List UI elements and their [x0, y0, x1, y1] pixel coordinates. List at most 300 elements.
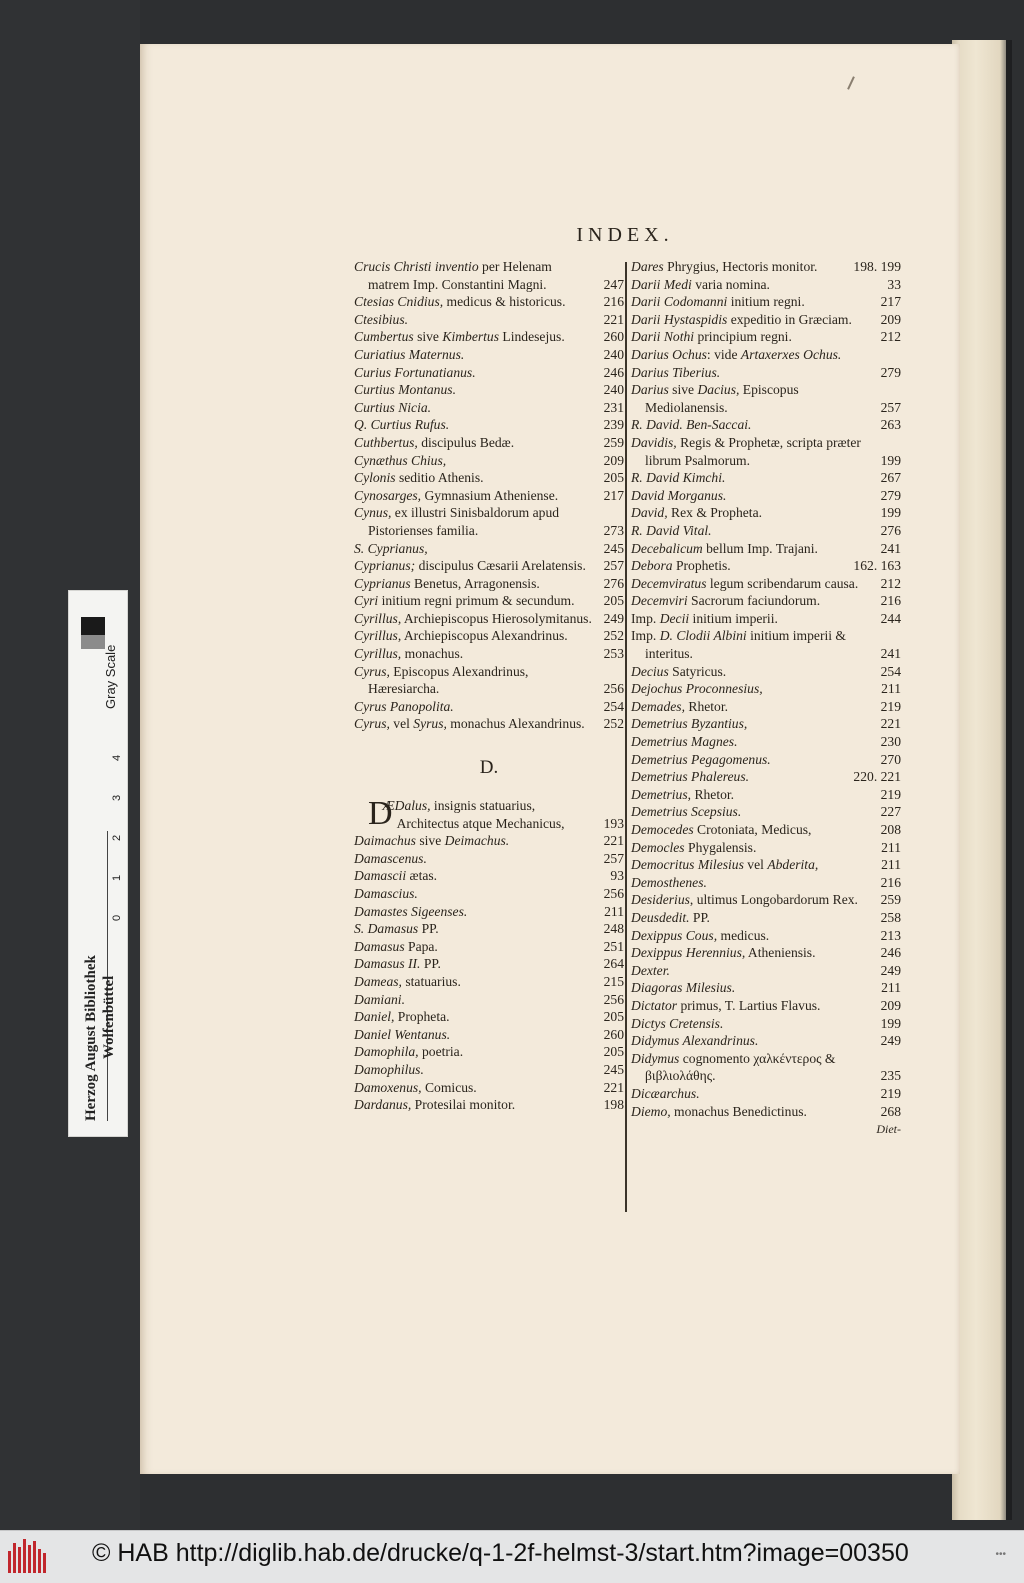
entry-text: Gymnasium Atheniense.: [421, 487, 559, 503]
page-reference: 216: [880, 874, 901, 890]
page-reference: 208: [880, 822, 901, 837]
index-entry: [631, 557, 901, 575]
index-entry: [354, 938, 624, 956]
page-reference: 241: [880, 646, 901, 662]
entry-name: Cyrus Panopolita.: [354, 698, 454, 714]
library-name: Herzog August Bibliothek: [83, 955, 99, 1121]
entry-text: Papa.: [404, 938, 438, 954]
page-reference: 221: [603, 1079, 624, 1095]
entry-text: , Rhetor.: [687, 786, 735, 802]
page-reference: 219: [880, 698, 901, 714]
index-entry: [631, 610, 901, 628]
page-reference: 212: [880, 575, 901, 591]
entry-name: Ctesibius.: [354, 311, 409, 327]
page-reference: 259: [603, 434, 624, 450]
entry-text: Regis & Prophetæ, scripta præter librum Psalmorum.: [645, 434, 861, 468]
page-reference: 279: [880, 364, 901, 380]
page-reference: 211: [881, 839, 901, 855]
page-reference: 252: [603, 628, 624, 644]
page-reference: 276: [603, 575, 624, 591]
index-entry: [354, 991, 624, 1009]
entry-text: seditio Athenis.: [395, 470, 484, 486]
index-entry: [354, 698, 624, 716]
black-swatch: [81, 617, 105, 635]
entry-name: Curtius Montanus.: [354, 382, 456, 398]
entry-name: Darii Codomanni: [631, 294, 728, 310]
entry-text: discipulus Cæsarii Arelatensis.: [415, 558, 586, 574]
entry-name: Decebalicum: [631, 540, 703, 556]
page-reference: 248: [603, 921, 624, 937]
entry-name: R. David. Ben-Saccai.: [631, 417, 752, 433]
entry-text: sive: [415, 833, 445, 849]
entry-name: Deimachus.: [444, 833, 510, 849]
tick-1: 1: [111, 874, 123, 881]
page-reference: 199: [880, 505, 901, 521]
entry-text: monachus Alexandrinus.: [446, 716, 585, 732]
page-reference: 219: [880, 1085, 901, 1101]
entry-text: initium imperii & interitus.: [645, 628, 847, 662]
page-reference: 273: [603, 522, 624, 538]
page-reference: 227: [880, 804, 901, 820]
page-title: INDEX.: [576, 224, 674, 246]
entry-name: Crucis Christi inventio: [354, 259, 479, 274]
page-reference: 257: [603, 558, 624, 574]
entry-text: Comicus.: [421, 1079, 477, 1095]
index-entry: [354, 920, 624, 938]
entry-name: Cynus,: [354, 505, 392, 521]
entries-d-continued: [631, 258, 901, 1120]
footer-dots: •••: [995, 1549, 1006, 1560]
index-entry: [631, 874, 901, 892]
index-entry: [354, 293, 624, 311]
index-entry: [354, 452, 624, 470]
entry-text: per Helenam matrem Imp. Constantini Magni.: [368, 259, 552, 292]
entry-text: PP.: [418, 921, 439, 937]
page-reference: 252: [603, 716, 624, 732]
entry-text: Imp.: [631, 610, 660, 626]
entry-text: varia nomina.: [691, 276, 770, 292]
page-reference: 240: [603, 382, 624, 398]
entry-name: Dares: [631, 259, 664, 274]
index-entry: [631, 856, 901, 874]
entry-text: , ultimus Longobardorum Rex.: [689, 892, 858, 908]
entry-text: Protesilai monitor.: [411, 1097, 516, 1113]
index-entry: [354, 364, 624, 382]
page-reference: 256: [603, 991, 624, 1007]
index-entry: [631, 663, 901, 681]
index-entry: [631, 258, 901, 276]
index-entry: [354, 258, 624, 293]
entry-name: Desiderius: [631, 892, 690, 908]
index-entry: [631, 698, 901, 716]
entry-name: Dexippus Cous,: [631, 927, 718, 943]
index-column-left: [354, 258, 624, 1114]
entry-name: Syrus,: [413, 716, 447, 732]
entry-text: Imp.: [631, 628, 660, 644]
index-entry: [354, 885, 624, 903]
entry-name: Q. Curtius Rufus.: [354, 417, 450, 433]
entry-name: Abderita,: [767, 857, 819, 873]
entry-text: Rex & Propheta.: [667, 505, 763, 521]
page-reference: 221: [880, 716, 901, 732]
index-entry: [631, 839, 901, 857]
entry-name: Damascenus.: [354, 850, 427, 866]
index-entry: [631, 997, 901, 1015]
entry-name: David Morganus.: [631, 487, 727, 503]
entry-text: Propheta.: [394, 1009, 450, 1025]
index-entry: [631, 733, 901, 751]
entry-name: Dexippus Herennius,: [631, 945, 746, 961]
entry-name: Decii: [659, 610, 690, 626]
entry-text: Crotoniata, Medicus,: [693, 822, 812, 837]
index-entry: [631, 768, 901, 786]
page-reference: 247: [603, 276, 624, 292]
entry-name: Damasus II.: [354, 956, 421, 972]
entry-name: Damasus: [354, 938, 405, 954]
entry-name: Dictator: [631, 997, 678, 1013]
entry-name: Democedes: [631, 822, 694, 837]
entry-name: Darius Tiberius.: [631, 364, 721, 380]
footer-bar: [0, 1530, 1024, 1583]
index-entry: [354, 955, 624, 973]
page-reference: 245: [603, 540, 624, 556]
index-entry: [354, 973, 624, 991]
page-reference: 257: [880, 399, 901, 415]
entry-name: Didymus: [631, 1050, 680, 1066]
gray-scale-bar: [68, 590, 128, 1137]
entry-name: R. David Vital.: [631, 522, 712, 538]
page-reference: 259: [880, 892, 901, 908]
index-entry: [354, 592, 624, 610]
entry-name: Artaxerxes Ochus.: [740, 346, 842, 362]
entries-d: [354, 797, 624, 1114]
index-entry: [631, 540, 901, 558]
index-entry: [631, 346, 901, 364]
page-reference: 93: [610, 868, 624, 884]
book-fore-edge: [952, 40, 1012, 1520]
index-entry: [354, 832, 624, 850]
entry-name: Curtius Nicia.: [354, 399, 432, 415]
entry-name: David,: [631, 505, 668, 521]
entry-name: Debora: [631, 558, 673, 574]
page-reference: 215: [603, 973, 624, 989]
entry-name: Cyri: [354, 593, 379, 609]
index-entry: [631, 680, 901, 698]
entry-text: bellum Imp. Trajani.: [702, 540, 818, 556]
page-reference: 209: [880, 311, 901, 327]
index-entry: [631, 364, 901, 382]
entry-name: Cyrillus,: [354, 646, 402, 662]
index-entry: [631, 979, 901, 997]
page-reference: 263: [880, 417, 901, 433]
entry-name: Cumbertus: [354, 329, 414, 345]
entry-name: Didymus Alexandrinus.: [631, 1033, 759, 1049]
index-entry: [354, 1096, 624, 1114]
entry-text: insignis statuarius, Architectus atque Mechanicus,: [396, 798, 565, 831]
index-entry: [631, 962, 901, 980]
entry-text: PP.: [689, 909, 710, 925]
entry-text: legum scribendarum causa.: [706, 575, 859, 591]
index-entry: [354, 627, 624, 645]
index-entry: [631, 803, 901, 821]
index-entry: [631, 927, 901, 945]
entry-name: Cylonis: [354, 470, 396, 486]
page-reference: 217: [880, 294, 901, 310]
entry-name: Demades,: [631, 698, 685, 714]
index-entry: [354, 663, 624, 698]
page-reference: 205: [603, 1044, 624, 1060]
entry-name: Darius: [631, 382, 669, 398]
entry-name: Diemo,: [631, 1103, 671, 1119]
column-divider: [625, 262, 627, 1212]
drop-cap: D: [368, 795, 393, 833]
entry-name: Demetrius Pegagomenus.: [631, 751, 771, 767]
page-reference: 264: [603, 956, 624, 972]
entry-name: Ctesias Cnidius,: [354, 294, 444, 310]
page-reference: 213: [880, 927, 901, 943]
entry-name: Cyrus,: [354, 716, 390, 732]
entry-text: initium regni.: [727, 294, 805, 310]
entry-name: Diagoras Milesius.: [631, 980, 736, 996]
entry-text: expeditio in Græciam.: [727, 311, 852, 327]
entry-text: principium regni.: [694, 329, 792, 345]
page-reference: 230: [880, 734, 901, 750]
index-entry: [354, 504, 624, 539]
page-reference: 256: [603, 681, 624, 697]
footer-url[interactable]: © HAB http://diglib.hab.de/drucke/q-1-2f-helmst-3/start.htm?image=00350: [92, 1539, 909, 1567]
index-entry: [354, 1026, 624, 1044]
index-entry: [354, 903, 624, 921]
page-reference: 249: [880, 962, 901, 978]
section-letter-d: D.: [479, 757, 499, 779]
entry-name: Cynosarges,: [354, 487, 422, 503]
page-reference: 211: [881, 681, 901, 697]
entry-text: medicus & historicus.: [443, 294, 566, 310]
page-reference: 260: [603, 329, 624, 345]
entry-name: Demetrius: [631, 786, 688, 802]
index-entry: [631, 328, 901, 346]
entry-text: Benetus, Arragonensis.: [410, 575, 540, 591]
entry-text: monachus.: [401, 646, 464, 662]
page-reference: 276: [880, 522, 901, 538]
index-entry: [631, 786, 901, 804]
entry-text: Satyricus.: [668, 663, 727, 679]
index-entry: [354, 311, 624, 329]
entry-text: : vide: [706, 346, 741, 362]
index-entry: [354, 645, 624, 663]
page-reference: 251: [603, 938, 624, 954]
page-reference: 254: [603, 698, 624, 714]
index-entry: [631, 575, 901, 593]
entry-name: Dameas,: [354, 973, 402, 989]
page-reference: 258: [880, 909, 901, 925]
entry-name: R. David Kimchi.: [631, 470, 726, 486]
entry-text: , Archiepiscopus Hierosolymitanus.: [397, 610, 592, 626]
library-city: Wolfenbüttel: [101, 975, 117, 1059]
entry-text: , Archiepiscopus Alexandrinus.: [397, 628, 568, 644]
index-entry: [354, 610, 624, 628]
index-entry: [354, 867, 624, 885]
entry-text: primus, T. Lartius Flavus.: [677, 997, 821, 1013]
page-reference: 198: [603, 1097, 624, 1113]
page-reference: 268: [880, 1103, 901, 1119]
page-reference: 199: [880, 1015, 901, 1031]
entry-name: Cyrus,: [354, 663, 390, 679]
index-entry: [354, 487, 624, 505]
index-entry: [631, 909, 901, 927]
index-entry: [631, 487, 901, 505]
entry-text: Episcopus Alexandrinus, Hæresiarcha.: [368, 663, 529, 697]
entry-name: Cyrillus: [354, 628, 398, 644]
page-reference: 260: [603, 1026, 624, 1042]
index-entry: [631, 1050, 901, 1085]
entry-text: Phrygius, Hectoris monitor.: [663, 259, 818, 274]
index-entry: [631, 751, 901, 769]
index-entry: [631, 293, 901, 311]
index-entry: [354, 381, 624, 399]
index-entry: [354, 850, 624, 868]
index-entry: [631, 627, 901, 662]
entry-text: discipulus Bedæ.: [417, 434, 515, 450]
entry-text: initium regni primum & secundum.: [378, 593, 575, 609]
hab-logo-icon: [8, 1539, 48, 1573]
page-reference: 216: [603, 294, 624, 310]
page-reference: 267: [880, 470, 901, 486]
index-entry: [354, 434, 624, 452]
tick-2: 2: [111, 834, 123, 841]
entry-name: Deusdedit.: [631, 909, 690, 925]
entry-name: Demetrius Phalereus.: [631, 769, 750, 785]
entry-text: sive: [668, 382, 698, 398]
tick-4: 4: [111, 754, 123, 761]
page-reference: 235: [880, 1068, 901, 1084]
entry-name: Cyrillus: [354, 610, 398, 626]
index-entry: [354, 328, 624, 346]
page-reference: 209: [880, 997, 901, 1013]
entry-name: Damiani.: [354, 991, 405, 1007]
entry-name: Dacius,: [697, 382, 740, 398]
page-reference: 205: [603, 1009, 624, 1025]
entry-name: Davidis,: [631, 434, 677, 450]
page-reference: 216: [880, 593, 901, 609]
entry-name: ÆDalus,: [382, 798, 431, 814]
page-reference: 239: [603, 417, 624, 433]
index-entry: [354, 1061, 624, 1079]
page-reference: 211: [604, 903, 624, 919]
index-entry: [631, 311, 901, 329]
entry-text: monachus Benedictinus.: [670, 1103, 807, 1119]
page-reference: 205: [603, 470, 624, 486]
entry-name: Daimachus: [354, 833, 416, 849]
index-entry: [631, 416, 901, 434]
entry-text: ætas.: [406, 868, 438, 884]
entry-name: Daniel Wentanus.: [354, 1026, 451, 1042]
page-reference: 212: [880, 329, 901, 345]
entry-name: D. Clodii Albini: [659, 628, 747, 644]
entry-text: ex illustri Sinisbaldorum apud Pistorienses familia.: [368, 505, 560, 538]
page-reference: 198. 199: [853, 259, 901, 274]
index-entry: [631, 821, 901, 839]
entry-name: Democritus Milesius: [631, 857, 744, 873]
index-entry: [631, 381, 901, 416]
entry-name: Damascii: [354, 868, 407, 884]
index-entry: [354, 715, 624, 733]
page-reference: 193: [603, 815, 624, 831]
entry-text: initium imperii.: [689, 610, 778, 626]
entry-name: Demetrius Scepsius.: [631, 804, 742, 820]
entry-name: Daniel,: [354, 1009, 395, 1025]
page-reference: 33: [887, 276, 901, 292]
index-entry: [631, 434, 901, 469]
tick-3: 3: [111, 794, 123, 801]
index-entry: [631, 715, 901, 733]
entry-name: Damascius.: [354, 886, 418, 901]
index-entry: [354, 575, 624, 593]
entry-name: Darii Medi: [631, 276, 692, 292]
entry-text: PP.: [420, 956, 441, 972]
entry-name: S. Cyprianus,: [354, 540, 428, 556]
page-reference: 221: [603, 311, 624, 327]
page-reference: 220. 221: [853, 769, 901, 785]
index-entry: [631, 469, 901, 487]
entry-name: Dicæarchus.: [631, 1085, 700, 1101]
entry-name: Demetrius Magnes.: [631, 734, 738, 750]
index-entry: [354, 346, 624, 364]
index-entry: [354, 557, 624, 575]
page-reference: 162. 163: [853, 558, 901, 574]
page-reference: 240: [603, 346, 624, 362]
index-entry: [631, 1015, 901, 1033]
entry-text: medicus.: [717, 927, 770, 943]
page-reference: 231: [603, 399, 624, 415]
catchword: Diet-: [876, 1122, 901, 1137]
entry-text: Sacrorum faciundorum.: [687, 593, 821, 609]
book-spine: [1006, 40, 1012, 1520]
page-reference: 205: [603, 593, 624, 609]
entry-name: Darii Hystaspidis: [631, 311, 728, 327]
entry-text: statuarius.: [401, 973, 461, 989]
entry-name: Cynæthus Chius,: [354, 452, 447, 468]
index-entry: [354, 1043, 624, 1061]
page-reference: 219: [880, 786, 901, 802]
page-reference: 199: [880, 452, 901, 468]
entry-name: Curius Fortunatianus.: [354, 364, 476, 380]
index-column-right: [631, 258, 901, 1137]
page-reference: 257: [603, 850, 624, 866]
entry-name: Dejochus Proconnesius,: [631, 681, 763, 697]
index-entry: [631, 944, 901, 962]
index-entry: [631, 276, 901, 294]
entry-name: Darii Nothi: [631, 329, 695, 345]
tick-0: 0: [111, 914, 123, 921]
page-reference: 217: [603, 487, 624, 503]
page-reference: 211: [881, 980, 901, 996]
entry-name: Cyprianus;: [354, 558, 416, 574]
entry-text: Prophetis.: [672, 558, 731, 574]
page-reference: 254: [880, 663, 901, 679]
entry-name: Demosthenes.: [631, 874, 707, 890]
entry-text: Episcopus Mediolanensis.: [645, 382, 799, 415]
page-reference: 246: [880, 945, 901, 961]
entry-name: Cuthbertus,: [354, 434, 418, 450]
entry-name: Cyprianus: [354, 575, 411, 591]
page-reference: 209: [603, 452, 624, 468]
entry-name: Dexter.: [631, 962, 670, 978]
page-reference: 221: [603, 833, 624, 849]
index-entry: [354, 1008, 624, 1026]
index-entry: [631, 891, 901, 909]
entry-name: Decius: [631, 663, 669, 679]
